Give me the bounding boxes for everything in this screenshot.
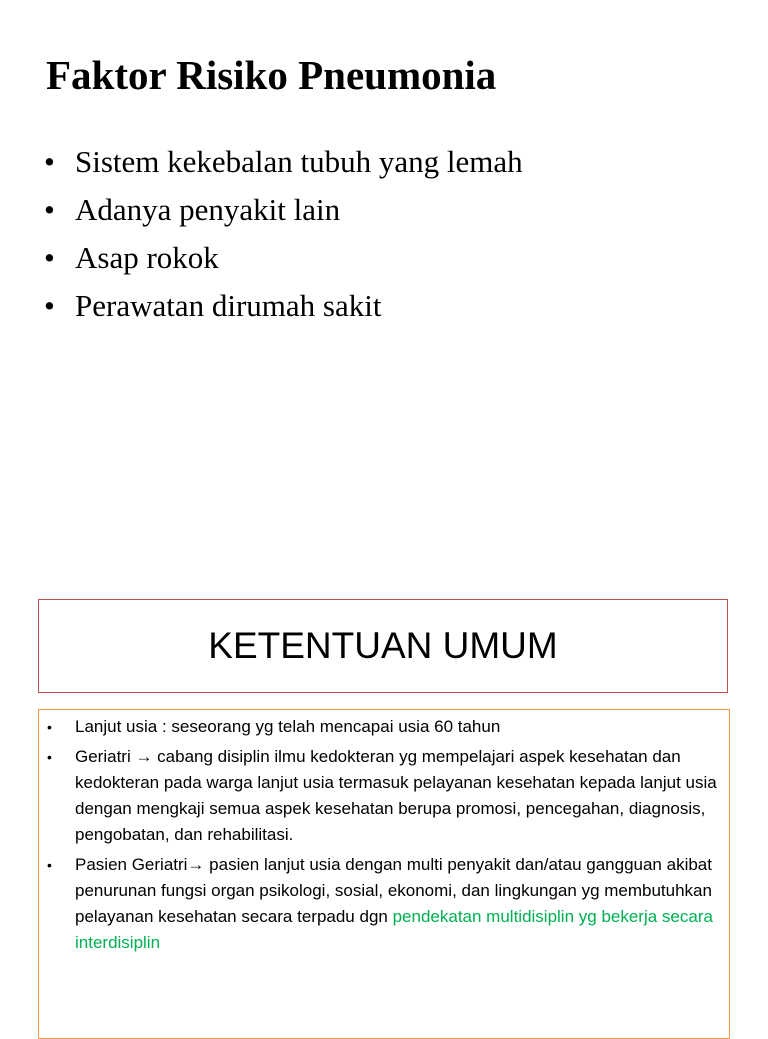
list-item-text: Sistem kekebalan tubuh yang lemah (75, 144, 523, 179)
definition-text: Geriatri → cabang disiplin ilmu kedokteran yg mempelajari aspek kesehatan dan kedokteran pada warga lanjut usia termasuk pelayanan kesehatan kepada lanjut usia dengan mengkaji semua aspek kesehatan berupa promosi, pencegahan, diagnosis, pengobatan, dan rehabilitasi. (75, 747, 717, 844)
highlight-text: pendekatan multidisiplin yg bekerja secara interdisiplin (75, 907, 713, 952)
list-item (44, 234, 523, 282)
list-item-text: Adanya penyakit lain (75, 192, 341, 227)
bullet-icon: • (44, 144, 55, 179)
bullet-icon: • (47, 749, 52, 765)
bullet-icon: • (44, 192, 55, 227)
definitions-box (38, 709, 730, 1039)
bullet-icon: • (44, 240, 55, 275)
list-item (47, 714, 721, 740)
bullet-icon: • (44, 288, 55, 323)
bullet-icon: • (47, 857, 52, 873)
list-item (47, 744, 721, 848)
definitions-list (47, 714, 721, 956)
risk-factor-list (44, 138, 523, 330)
definition-text: Lanjut usia : seseorang yg telah mencapai usia 60 tahun (75, 717, 501, 736)
section-heading: KETENTUAN UMUM (208, 625, 558, 666)
list-item (44, 186, 523, 234)
list-item (47, 852, 721, 956)
bullet-icon: • (47, 719, 52, 735)
definition-text: Pasien Geriatri→ pasien lanjut usia dengan multi penyakit dan/atau gangguan akibat penurunan fungsi organ psikologi, sosial, ekonomi, dan lingkungan yg membutuhkan pelayanan kesehatan secara terpadu dgn (75, 855, 712, 926)
page-title: Faktor Risiko Pneumonia (46, 52, 497, 98)
list-item-text: Asap rokok (75, 240, 219, 275)
list-item-text: Perawatan dirumah sakit (75, 288, 382, 323)
list-item (44, 282, 523, 330)
list-item (44, 138, 523, 186)
section-heading-box (38, 599, 728, 693)
